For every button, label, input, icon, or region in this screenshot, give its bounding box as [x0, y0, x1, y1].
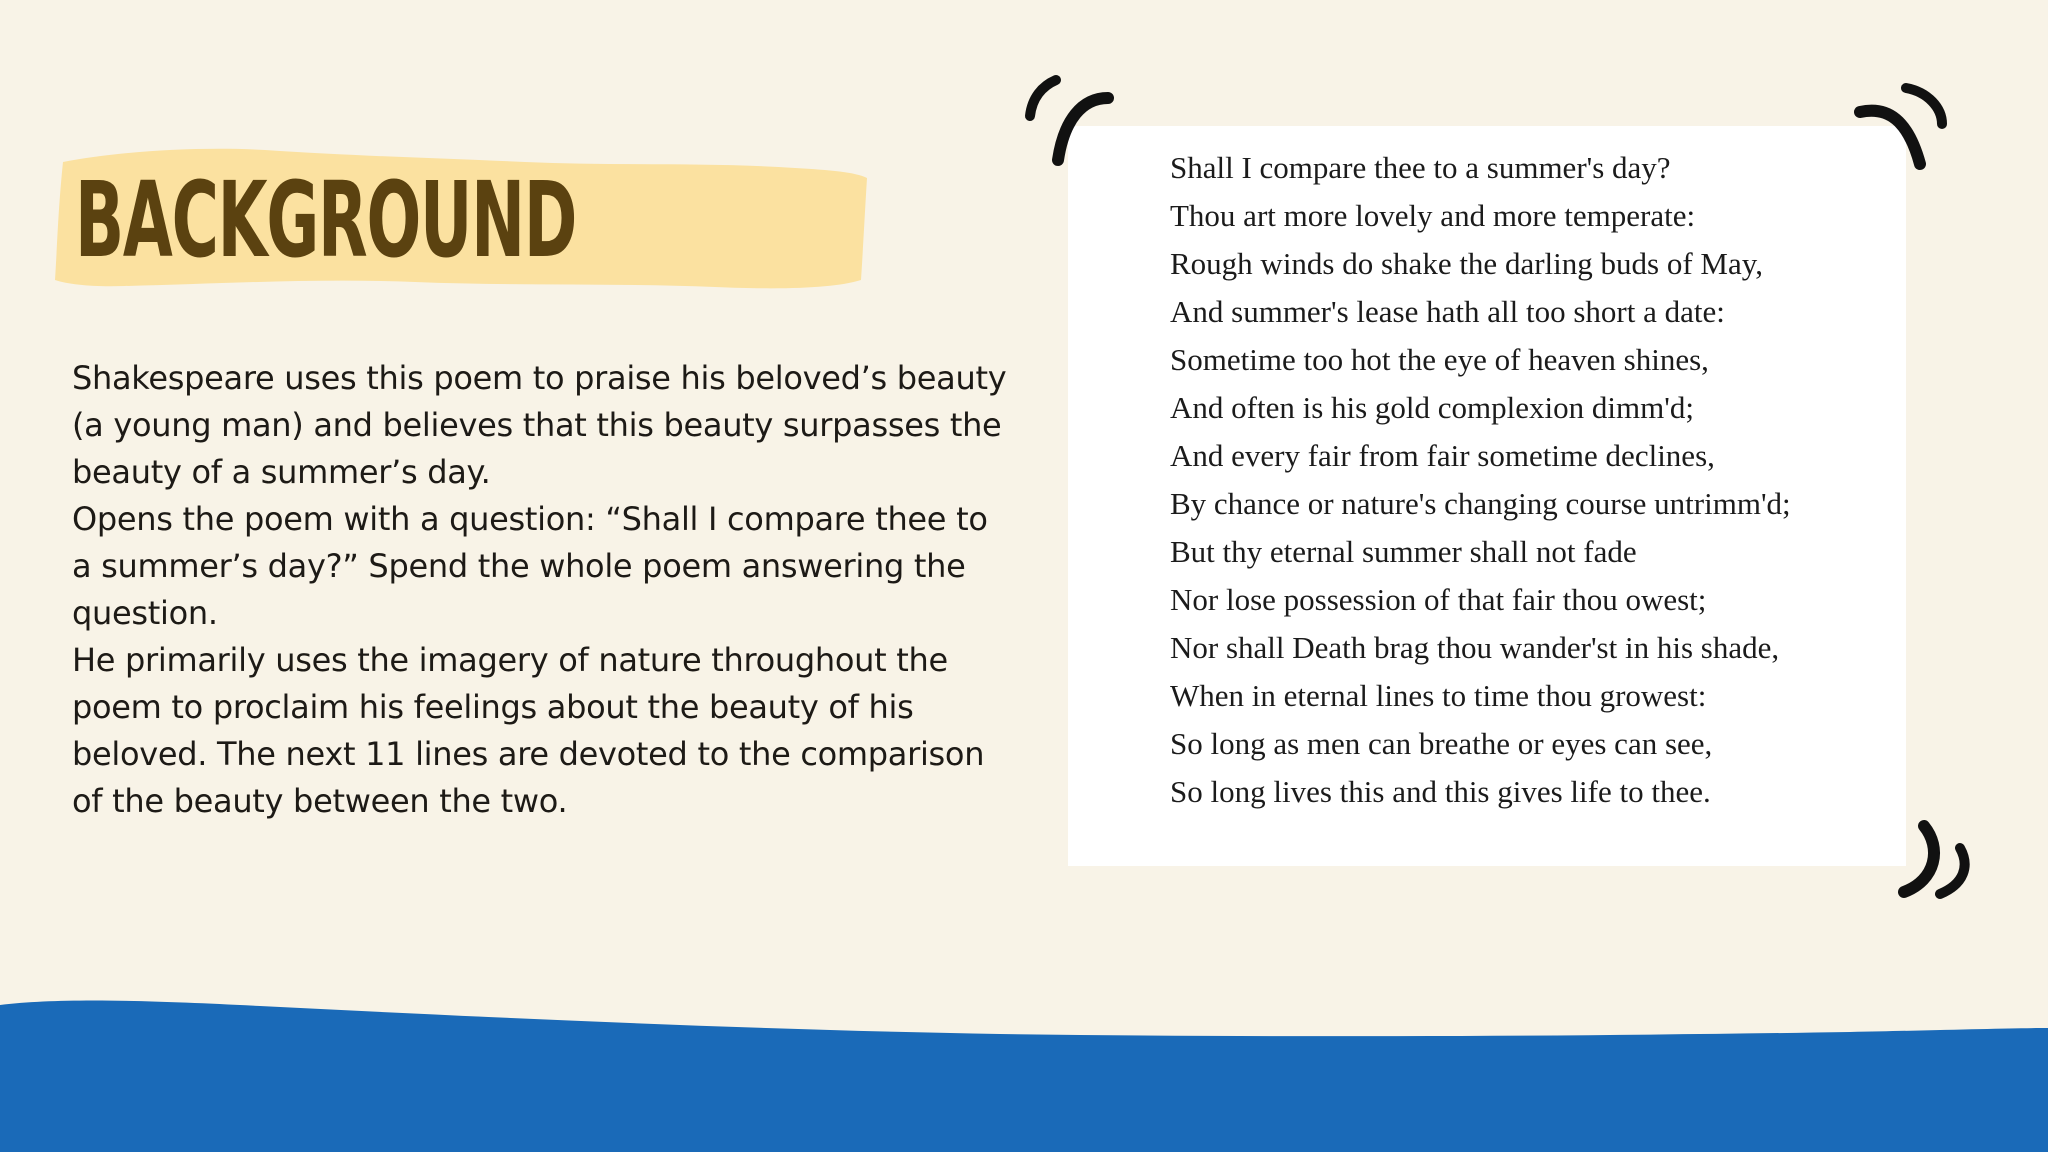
- bottom-wave-shape: [0, 990, 2048, 1152]
- background-description: [72, 355, 1012, 825]
- top-right-bracket-icon: [1850, 76, 1960, 176]
- top-left-bracket-icon: [1020, 70, 1140, 170]
- title-block: [55, 140, 870, 300]
- poem-line: Nor lose possession of that fair thou owest;: [1170, 582, 1707, 617]
- paragraph-praise: Shakespeare uses this poem to praise his beloved’s beauty (a young man) and believes that this beauty surpasses the beauty of a summer’s day.: [72, 359, 1007, 491]
- poem-line: When in eternal lines to time thou growest:: [1170, 678, 1707, 713]
- poem-line: Thou art more lovely and more temperate:: [1170, 198, 1696, 233]
- poem-card: [1068, 126, 1906, 866]
- poem-line: So long lives this and this gives life to thee.: [1170, 774, 1711, 809]
- poem-text: [1170, 144, 1791, 816]
- poem-line: And every fair from fair sometime declines,: [1170, 438, 1715, 473]
- poem-line: Nor shall Death brag thou wander'st in his shade,: [1170, 630, 1780, 665]
- poem-line: Rough winds do shake the darling buds of May,: [1170, 246, 1763, 281]
- bottom-right-bracket-icon: [1890, 818, 1990, 908]
- poem-line: Sometime too hot the eye of heaven shines,: [1170, 342, 1709, 377]
- poem-line: And summer's lease hath all too short a date:: [1170, 294, 1725, 329]
- poem-line: And often is his gold complexion dimm'd;: [1170, 390, 1694, 425]
- poem-line: So long as men can breathe or eyes can see,: [1170, 726, 1713, 761]
- poem-line: Shall I compare thee to a summer's day?: [1170, 150, 1671, 185]
- paragraph-imagery: He primarily uses the imagery of nature throughout the poem to proclaim his feelings about the beauty of his beloved. The next 11 lines are devoted to the comparison of the beauty between the two.: [72, 641, 985, 820]
- poem-line: But thy eternal summer shall not fade: [1170, 534, 1637, 569]
- paragraph-question: Opens the poem with a question: “Shall I compare thee to a summer’s day?” Spend the whole poem answering the question.: [72, 500, 988, 632]
- slide-title: BACKGROUND: [75, 159, 577, 281]
- poem-line: By chance or nature's changing course untrimm'd;: [1170, 486, 1791, 521]
